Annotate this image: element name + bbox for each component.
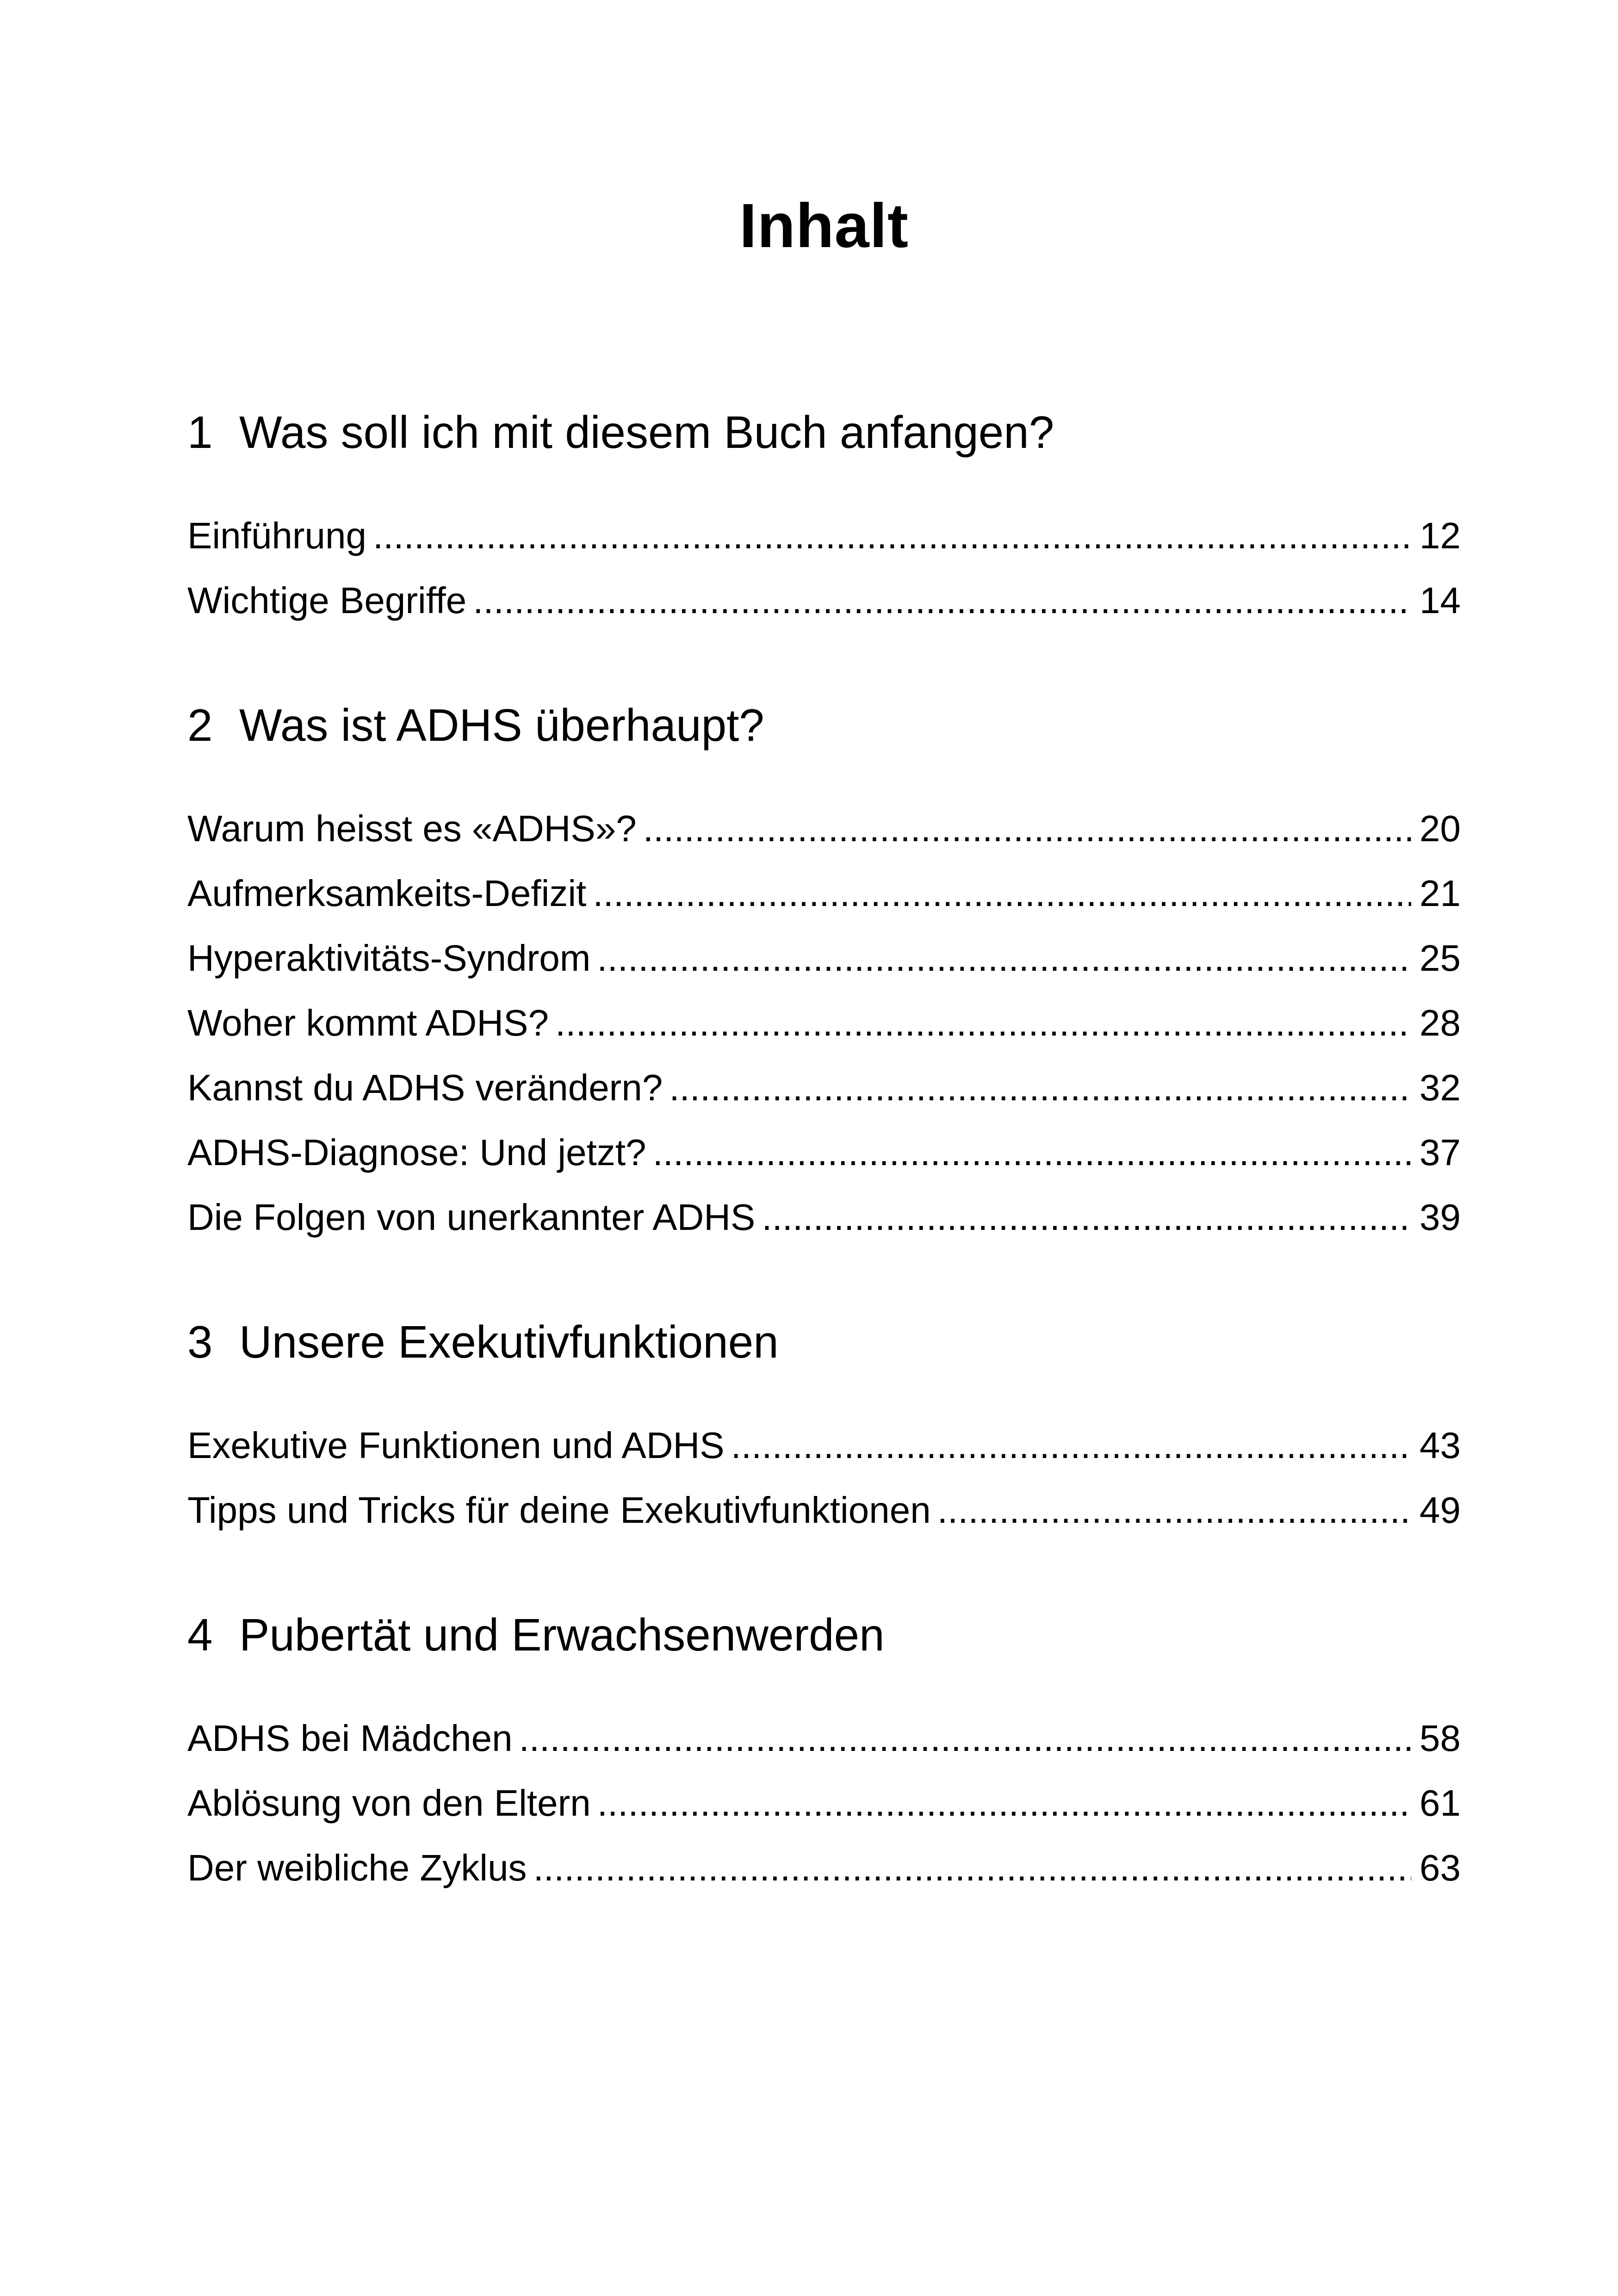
toc-entry-label: Wichtige Begriffe [187,580,467,621]
toc-leader-dots [597,926,1411,991]
toc-row [187,1836,1461,1900]
toc-section-3 [187,1316,1461,1543]
toc-entry-label: Woher kommt ADHS? [187,1002,549,1043]
toc-section-4 [187,1609,1461,1900]
toc-row [187,503,1461,568]
toc-leader-dots [519,1706,1411,1771]
toc-entry-label: Der weibliche Zyklus [187,1847,527,1888]
toc-section-2 [187,702,1461,1250]
toc-row [187,568,1461,633]
section-title: Was ist ADHS überhaupt? [239,700,764,751]
table-of-contents [187,407,1461,1900]
toc-entry-page: 43 [1420,1425,1461,1466]
toc-entry-label: Exekutive Funktionen und ADHS [187,1425,725,1466]
toc-entry-label: ADHS-Diagnose: Und jetzt? [187,1132,646,1173]
toc-leader-dots [593,861,1411,926]
toc-entry-label: Tipps und Tricks für deine Exekutivfunktionen [187,1489,931,1531]
section-number: 2 [187,700,213,751]
toc-leader-dots [373,503,1411,568]
toc-entry-label: Aufmerksamkeits-Defizit [187,873,587,914]
toc-entry-label: Einführung [187,515,366,556]
section-heading [187,407,1461,458]
toc-entry-page: 39 [1420,1197,1461,1238]
section-number: 1 [187,407,213,458]
toc-entry-page: 58 [1420,1718,1461,1759]
toc-leader-dots [762,1185,1411,1250]
section-title: Unsere Exekutivfunktionen [239,1316,779,1367]
toc-row [187,861,1461,926]
toc-entry-label: Warum heisst es «ADHS»? [187,808,637,849]
toc-leader-dots [653,1120,1411,1185]
section-heading [187,1609,1461,1660]
toc-row [187,1413,1461,1478]
toc-entry-page: 14 [1420,580,1461,621]
toc-entry-page: 61 [1420,1782,1461,1824]
toc-leader-dots [643,796,1411,861]
section-title: Was soll ich mit diesem Buch anfangen? [239,407,1054,458]
section-heading [187,700,1461,751]
toc-leader-dots [555,991,1411,1055]
toc-row [187,991,1461,1055]
toc-entry-page: 21 [1420,873,1461,914]
toc-entry-page: 49 [1420,1489,1461,1531]
toc-entry-label: ADHS bei Mädchen [187,1718,513,1759]
toc-section-1 [187,407,1461,633]
toc-entry-page: 28 [1420,1002,1461,1043]
toc-row [187,926,1461,991]
toc-entry-page: 37 [1420,1132,1461,1173]
section-number: 4 [187,1609,213,1660]
toc-entry-label: Hyperaktivitäts-Syndrom [187,937,591,979]
toc-row [187,1478,1461,1543]
toc-entry-label: Kannst du ADHS verändern? [187,1067,663,1108]
toc-entry-label: Ablösung von den Eltern [187,1782,591,1824]
toc-row [187,1185,1461,1250]
toc-leader-dots [533,1836,1411,1900]
toc-entry-page: 32 [1420,1067,1461,1108]
toc-leader-dots [669,1055,1411,1120]
toc-leader-dots [937,1478,1411,1543]
page-title: Inhalt [739,191,909,261]
toc-row [187,1771,1461,1836]
section-title: Pubertät und Erwachsenwerden [239,1609,885,1660]
toc-entry-page: 12 [1420,515,1461,556]
section-number: 3 [187,1316,213,1367]
toc-entry-page: 20 [1420,808,1461,849]
toc-leader-dots [473,568,1411,633]
toc-entry-label: Die Folgen von unerkannter ADHS [187,1197,756,1238]
toc-row [187,1706,1461,1771]
toc-row [187,796,1461,861]
section-heading [187,1316,1461,1367]
toc-entry-page: 63 [1420,1847,1461,1888]
toc-row [187,1055,1461,1120]
toc-leader-dots [731,1413,1411,1478]
toc-row [187,1120,1461,1185]
toc-entry-page: 25 [1420,937,1461,979]
toc-leader-dots [597,1771,1411,1836]
